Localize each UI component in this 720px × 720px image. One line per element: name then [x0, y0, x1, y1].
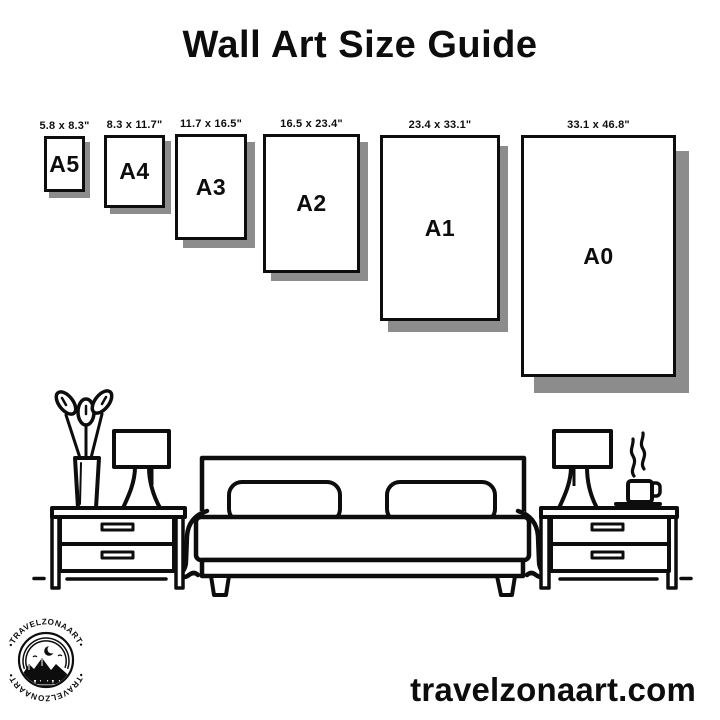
- lamp-shade: [554, 431, 611, 467]
- nightstand-leg: [176, 517, 183, 588]
- size-name-label: A1: [424, 214, 456, 241]
- size-name-label: A4: [119, 158, 150, 184]
- mattress: [196, 517, 529, 560]
- size-name-label: A0: [583, 242, 614, 269]
- page-title: Wall Art Size Guide: [182, 24, 538, 66]
- nightstand-leg: [541, 517, 549, 588]
- coffee-cup-icon: [616, 433, 660, 504]
- paper-a0: [521, 135, 676, 377]
- drawer-handle: [102, 524, 133, 530]
- nightstand-icon: [541, 508, 677, 588]
- size-frame-a5: [39, 120, 90, 192]
- lamp-base: [559, 467, 597, 508]
- website-url: travelzonaart.com: [410, 671, 696, 708]
- drawer-handle: [592, 524, 623, 530]
- steam-icon: [631, 439, 634, 476]
- size-dimensions-label: 33.1 x 46.8": [567, 119, 630, 131]
- paper-a3: [175, 134, 247, 240]
- nightstand-leg: [52, 517, 59, 588]
- bed-base: [202, 560, 523, 576]
- size-dimensions-label: 5.8 x 8.3": [39, 120, 90, 132]
- bed-icon: [179, 458, 546, 595]
- size-frame-a1: [380, 119, 500, 321]
- cup-body: [628, 481, 652, 502]
- vase: [75, 458, 99, 508]
- logo-ring-text-bottom: •TRAVELZONAART•: [6, 671, 86, 703]
- table-lamp-icon: [114, 431, 169, 508]
- steam-icon: [641, 433, 644, 469]
- size-dimensions-label: 11.7 x 16.5": [179, 118, 243, 130]
- size-name-label: A3: [195, 173, 227, 200]
- size-frame-a4: [104, 119, 165, 208]
- paper-a2: [263, 134, 360, 273]
- size-dimensions-label: 8.3 x 11.7": [106, 119, 163, 131]
- size-dimensions-label: 23.4 x 33.1": [408, 119, 472, 131]
- size-name-label: A2: [296, 190, 327, 216]
- logo-ring-text-top: •TRAVELZONAART•: [6, 617, 86, 649]
- size-frame-a0: [521, 119, 676, 377]
- size-name-label: A5: [49, 150, 80, 177]
- drawer-handle: [592, 552, 623, 558]
- floor-line: [34, 579, 691, 580]
- bed-leg: [497, 576, 515, 595]
- paper-a5: [44, 136, 85, 192]
- nightstand-icon: [52, 508, 185, 588]
- travelzonaart-logo: [2, 612, 92, 708]
- bed-leg: [211, 576, 229, 595]
- flower-vase-icon: [52, 387, 115, 508]
- bedroom-illustration: [0, 383, 720, 618]
- drawer-handle: [102, 552, 133, 558]
- lamp-base: [123, 467, 160, 508]
- lamp-shade: [114, 431, 169, 467]
- size-dimensions-label: 16.5 x 23.4": [280, 118, 343, 130]
- size-frame-a2: [263, 118, 360, 273]
- size-frame-a3: [175, 118, 247, 240]
- paper-a4: [104, 135, 165, 208]
- table-lamp-icon: [554, 431, 611, 508]
- paper-a1: [380, 135, 500, 321]
